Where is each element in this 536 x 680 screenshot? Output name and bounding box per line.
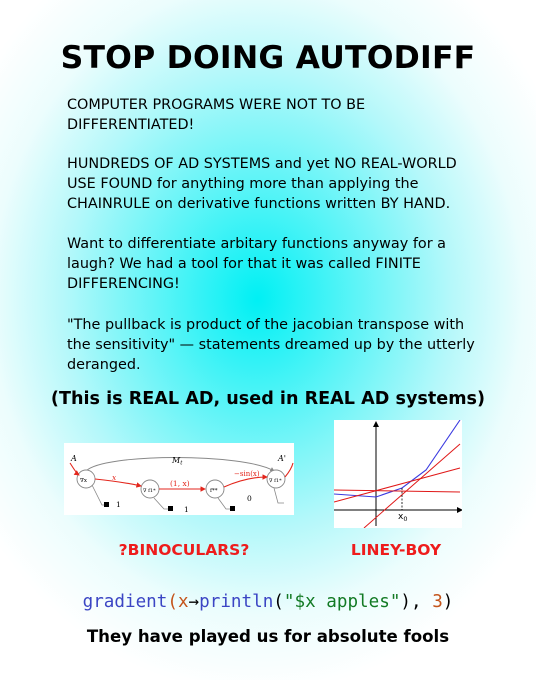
paragraph-programs: COMPUTER PROGRAMS WERE NOT TO BE DIFFERENTIATED! <box>67 97 366 133</box>
code-call-name: println <box>199 592 274 612</box>
diagram-label-a-prime: A' <box>278 454 286 463</box>
code-open-paren: ( <box>167 592 178 612</box>
diagram-label-zero: 0 <box>247 494 252 503</box>
diagram-arrow-x <box>95 479 141 486</box>
code-number: 3 <box>432 592 443 612</box>
liney-boy-plot <box>334 420 462 528</box>
diagram-label-a: A <box>71 454 77 463</box>
code-variable: x <box>177 592 189 612</box>
real-ad-subtitle: (This is REAL AD, used in REAL AD systems) <box>50 389 486 409</box>
diagram-arrow-a <box>70 463 79 475</box>
diagram-label-m: Mt <box>172 456 183 467</box>
diagram-square-1 <box>104 502 109 507</box>
plot-red-line-1 <box>334 468 460 502</box>
code-function-name: gradient <box>82 592 168 612</box>
diagram-arrow-sin <box>224 477 267 487</box>
diagram-arrow-out <box>285 463 293 477</box>
code-arrow: → <box>188 592 200 612</box>
paragraph-finite-differencing: Want to differentiate arbitary functions anyway for a laugh? We had a tool for that it was called FINITE DIFFERENCING! <box>67 236 446 292</box>
code-snippet <box>0 592 536 612</box>
diagram-label-pair: (1, x) <box>170 479 190 488</box>
diagram-node-4-label: ∇ f1* <box>269 478 282 484</box>
meme-title: STOP DOING AUTODIFF <box>60 40 476 76</box>
plot-x0-label: $x_0$ <box>398 512 408 523</box>
diagram-square-2 <box>168 506 173 511</box>
diagram-node-1-label: ∇x <box>80 478 87 484</box>
binoculars-caption: ?BINOCULARS? <box>118 541 250 559</box>
diagram-node-3-label: f** <box>210 488 218 494</box>
paragraph-pullback-quote: "The pullback is product of the jacobian transpose with the sensitivity" — statements dreamed up by the utterly deranged. <box>67 317 475 373</box>
diagram-node-2-label: ∇ f1* <box>143 488 156 494</box>
code-close-paren: ) <box>442 592 454 612</box>
code-close-inner: ), <box>400 592 422 612</box>
code-space <box>422 592 433 612</box>
diagram-label-one-mid: 1 <box>184 505 189 514</box>
meme-footer: They have played us for absolute fools <box>86 627 450 646</box>
code-call-open: ( <box>273 592 284 612</box>
binoculars-diagram <box>64 443 294 515</box>
diagram-label-neg-sin: −sin(x) <box>234 470 260 478</box>
diagram-label-x: x <box>112 473 117 482</box>
plot-red-line-2 <box>364 444 460 528</box>
diagram-label-one-left: 1 <box>116 500 121 509</box>
liney-boy-caption: LINEY-BOY <box>350 541 442 559</box>
code-string: "$x apples" <box>283 592 401 612</box>
diagram-square-3 <box>230 506 235 511</box>
paragraph-ad-systems: HUNDREDS OF AD SYSTEMS and yet NO REAL-WORLD USE FOUND for anything more than applying the CHAINRULE on derivative functions written BY HAND. <box>67 156 457 212</box>
